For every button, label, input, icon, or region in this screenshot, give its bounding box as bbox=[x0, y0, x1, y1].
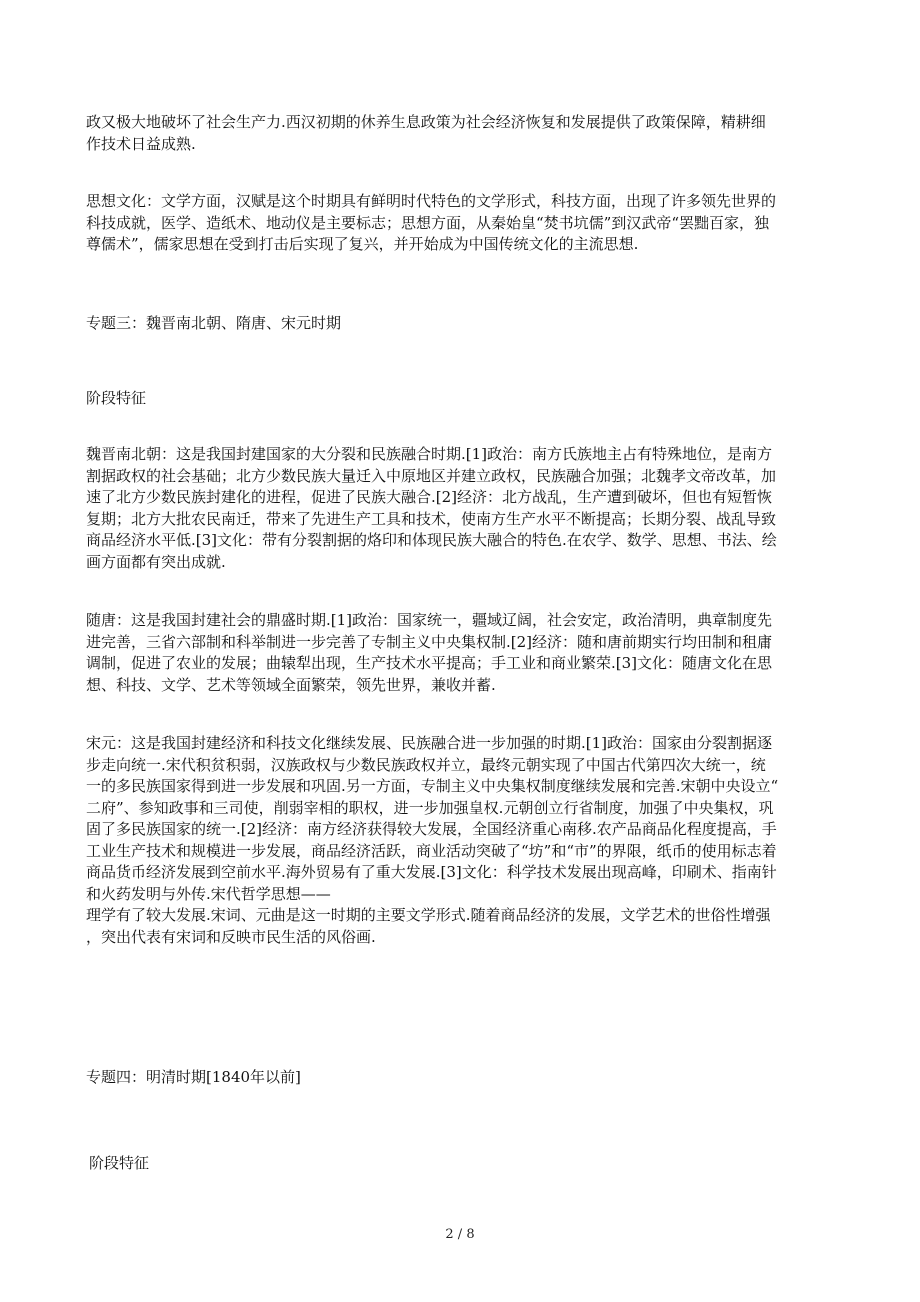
text-line: 和火药发明与外传.宋代哲学思想—— bbox=[86, 884, 331, 903]
text-line: 思想文化：文学方面，汉赋是这个时期具有鲜明时代特色的文学形式，科技方面，出现了许多领先世界的 bbox=[86, 192, 777, 210]
text-line: ，突出代表有宋词和反映市民生活的风俗画. bbox=[86, 927, 376, 946]
text-line: 作技术日益成熟. bbox=[86, 134, 196, 153]
paragraph-sui-tang bbox=[86, 610, 836, 696]
text-line: 进完善，三省六部制和科举制进一步完善了专制主义中央集权制.[2]经济：随和唐前期实行均田制和租庸 bbox=[86, 632, 773, 651]
text-line: 宋元：这是我国封建经济和科技文化继续发展、民族融合进一步加强的时期.[1]政治：国家由分裂割据逐 bbox=[86, 734, 773, 752]
text-line: 尊儒术”，儒家思想在受到打击后实现了复兴，并开始成为中国传统文化的主流思想. bbox=[86, 235, 639, 253]
text-line: 割据政权的社会基础；北方少数民族大量迁入中原地区并建立政权，民族融合加强；北魏孝文帝改革，加 bbox=[86, 466, 777, 485]
topic-four-heading: 专题四：明清时期[1840年以前] bbox=[86, 1068, 301, 1086]
text-line: 理学有了较大发展.宋词、元曲是这一时期的主要文学形式.随着商品经济的发展，文学艺术的世俗性增强 bbox=[86, 906, 771, 924]
text-line: 画方面都有突出成就. bbox=[86, 552, 226, 571]
text-line: 想、科技、文学、艺术等领域全面繁荣，领先世界，兼收并蓄. bbox=[86, 675, 496, 694]
text-line: 科技成就，医学、造纸术、地动仪是主要标志；思想方面，从秦始皇“焚书坑儒”到汉武帝“罢黜百家，独 bbox=[86, 213, 770, 232]
text-line: 工业生产技术和规模进一步发展，商品经济活跃，商业活动突破了“坊”和“市”的界限，纸币的使用标志着 bbox=[86, 841, 777, 860]
text-line: 速了北方少数民族封建化的进程，促进了民族大融合.[2]经济：北方战乱，生产遭到破坏，但也有短暂恢 bbox=[86, 488, 773, 506]
paragraph-song-yuan bbox=[86, 733, 836, 948]
text-line: 随唐：这是我国封建社会的鼎盛时期.[1]政治：国家统一，疆域辽阔，社会安定，政治清明，典章制度先 bbox=[86, 611, 773, 629]
text-line: 调制，促进了农业的发展；曲辕犁出现，生产技术水平提高；手工业和商业繁荣.[3]文化：随唐文化在思 bbox=[86, 654, 773, 672]
text-line: 二府”、参知政事和三司使，削弱宰相的职权，进一步加强皇权.元朝创立行省制度，加强了中央集权，巩 bbox=[86, 798, 774, 817]
text-line: 政又极大地破坏了社会生产力.西汉初期的休养生息政策为社会经济恢复和发展提供了政策保障，精耕细 bbox=[86, 113, 766, 131]
paragraph-agriculture bbox=[86, 112, 836, 155]
text-line: 一的多民族国家得到进一步发展和巩固.另一方面，专制主义中央集权制度继续发展和完善.宋朝中央设立“ bbox=[86, 777, 779, 795]
text-line: 步走向统一.宋代积贫积弱，汉族政权与少数民族政权并立，最终元朝实现了中国古代第四次大统一，统 bbox=[86, 755, 766, 774]
paragraph-thought-culture bbox=[86, 191, 836, 256]
text-line: 固了多民族国家的统一.[2]经济：南方经济获得较大发展，全国经济重心南移.农产品商品化程度提高，手 bbox=[86, 820, 777, 838]
text-line: 魏晋南北朝：这是我国封建国家的大分裂和民族融合时期.[1]政治：南方氏族地主占有特殊地位，是南方 bbox=[86, 445, 773, 463]
text-line: 商品经济水平低.[3]文化：带有分裂割据的烙印和体现民族大融合的特色.在农学、数学、思想、书法、绘 bbox=[86, 531, 777, 549]
stage-features-heading: 阶段特征 bbox=[86, 389, 147, 407]
paragraph-wei-jin bbox=[86, 444, 836, 573]
text-line: 商品货币经济发展到空前水平.海外贸易有了重大发展.[3]文化：科学技术发展出现高峰，印刷术、指南针 bbox=[86, 863, 777, 881]
stage-features-heading-2: 阶段特征 bbox=[89, 1154, 150, 1172]
text-line: 复期；北方大批农民南迁，带来了先进生产工具和技术，使南方生产水平不断提高；长期分裂、战乱导致 bbox=[86, 509, 777, 528]
page-number: 2 / 8 bbox=[445, 1227, 475, 1242]
topic-three-heading: 专题三：魏晋南北朝、隋唐、宋元时期 bbox=[86, 314, 342, 332]
